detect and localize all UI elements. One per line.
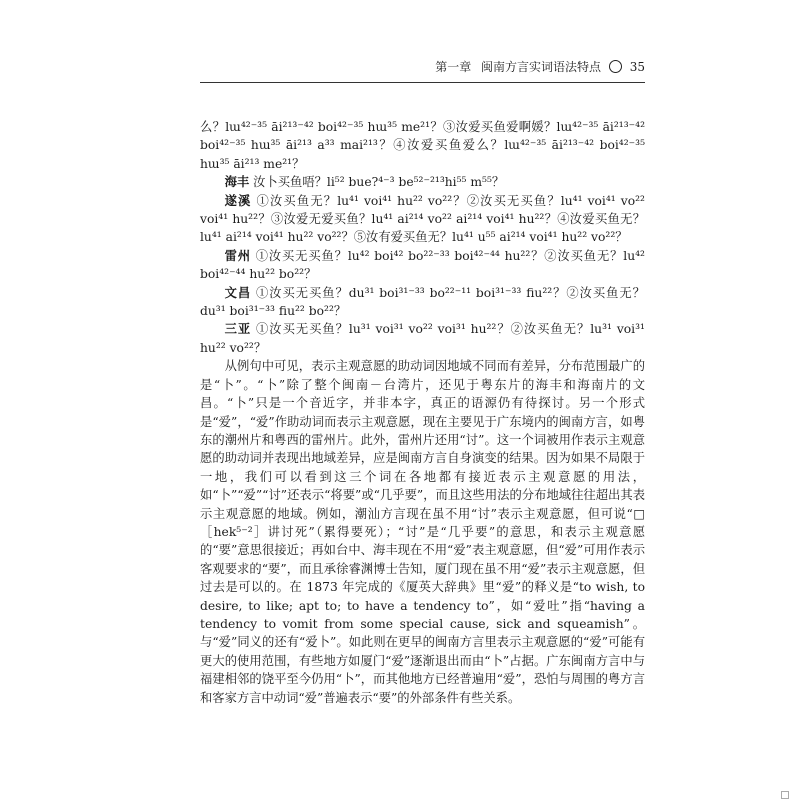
dialect-example <box>200 247 645 284</box>
dialect-example <box>200 284 645 321</box>
dialect-example <box>200 320 645 357</box>
paragraph-text: 么？lɯ⁴²⁻³⁵ āi²¹³⁻⁴² boi⁴²⁻³⁵ hɯ³⁵ me²¹？③汝爱买鱼爱啊媛？lɯ⁴²⁻³⁵ āi²¹³⁻⁴² boi⁴²⁻³⁵ hɯ³⁵ āi²¹³ a³³ mai²¹³？④汝爱买鱼爱么？lɯ⁴²⁻³⁵ āi²¹³⁻⁴² boi⁴²⁻³⁵ hɯ³⁵ āi²¹³ me²¹？ <box>200 120 645 171</box>
chapter-label: 第一章 <box>435 60 472 74</box>
paragraph-text: 从例句中可见，表示主观意愿的助动词因地域不同而有差异，分布范围最广的是“卜”。“卜”除了整个闽南－台湾片，还见于粤东片的海丰和海南片的文昌。“卜”只是一个音近字，并非本字，真正的语源仍有待探讨。另一个形式是“爱”，“爱”作助动词而表示主观意愿，现在主要见于广东境内的闽南方言，如粤东的潮州片和粤西的雷州片。此外，雷州片还用“讨”。这一个词被用作表示主观意愿的助动词并表现出地域差异，应是闽南方言自身演变的结果。因为如果不局限于一地，我们可以看到这三个词在各地都有接近表示主观意愿的用法，如“卜”“爱”“讨”还表示“将要”或“几乎要”，而且这些用法的分布地域往往超出其表示主观意愿的地域。例如，潮汕方言现在虽不用“讨”表示主观意愿，但可说“□［hek⁵⁻²］讲讨死”（累得要死）；“讨”是“几乎要”的意思，和表示主观意愿的“要”意思很接近；再如台中、海丰现在不用“爱”表主观意愿，但“爱”可用作表示客观要求的“要”，而且承徐睿渊博士告知，厦门现在虽不用“爱”表示主观意愿，但过去是可以的。在 1873 年完成的《厦英大辞典》里“爱”的释义是“to wish, to desire, to like; apt to; to have a tendency to”，如“爱吐”指“having a tendency to vomit from some special cause, sick and squeamish”。与“爱”同义的还有“爱卜”。如此则在更早的闽南方言里表示主观意愿的“爱”可能有更大的使用范围，有些地方如厦门“爱”逐渐退出而由“卜”占据。广东闽南方言中与福建相邻的饶平至今仍用“卜”，而其他地方已经普遍用“爱”，恐怕与周围的粤方言和客家方言中动词“爱”普遍表示“要”的外部条件有些关系。 <box>200 359 645 705</box>
page-number: 35 <box>629 60 645 74</box>
paragraph-text: 汝卜买鱼唔？li⁵² bue?⁴⁻³ be⁵²⁻²¹³hi⁵⁵ m⁵⁵？ <box>253 175 505 190</box>
body-paragraph <box>200 357 645 707</box>
paragraph-text: ①汝买鱼无？lu⁴¹ voi⁴¹ hu²² vo²²？②汝买无买鱼？lu⁴¹ voi⁴¹ vo²² voi⁴¹ hu²²？③汝爱无爱买鱼？lu⁴¹ ai²¹⁴ vo²² ai²¹⁴ voi⁴¹ hu²²？④汝爱买鱼无？lu⁴¹ ai²¹⁴ voi⁴¹ hu²² vo²²？⑤汝有爱买鱼无？lu⁴¹ u⁵⁵ ai²¹⁴ voi⁴¹ hu²² vo²²？ <box>200 193 645 245</box>
chapter-title: 闽南方言实词语法特点 <box>481 60 602 74</box>
dialect-name: 海丰 <box>224 174 250 190</box>
corner-mark-icon <box>781 791 789 799</box>
dialect-example <box>200 192 645 247</box>
dialect-example <box>200 173 645 191</box>
paragraph-text: ①汝买无买鱼？lu³¹ voi³¹ vo²² voi³¹ hu²²？②汝买鱼无？lu³¹ voi³¹ hu²² vo²²？ <box>200 322 645 355</box>
body-text <box>200 118 645 707</box>
paragraph-text: ①汝买无买鱼？lu⁴² boi⁴² bo²²⁻³³ boi⁴²⁻⁴⁴ hu²²？②汝买鱼无？lu⁴² boi⁴²⁻⁴⁴ hu²² bo²²？ <box>200 248 645 282</box>
dialect-name: 遂溪 <box>224 192 252 208</box>
dialect-name: 三亚 <box>224 321 252 337</box>
continued-paragraph <box>200 118 645 173</box>
paragraph-text: ①汝买无买鱼？du³¹ boi³¹⁻³³ bo²²⁻¹¹ boi³¹⁻³³ fiu²²？②汝买鱼无？du³¹ boi³¹⁻³³ fiu²² bo²²？ <box>200 285 645 319</box>
dialect-name: 雷州 <box>224 247 251 263</box>
dialect-name: 文昌 <box>224 284 252 300</box>
circle-ornament-icon <box>609 60 622 73</box>
running-header <box>200 58 645 83</box>
